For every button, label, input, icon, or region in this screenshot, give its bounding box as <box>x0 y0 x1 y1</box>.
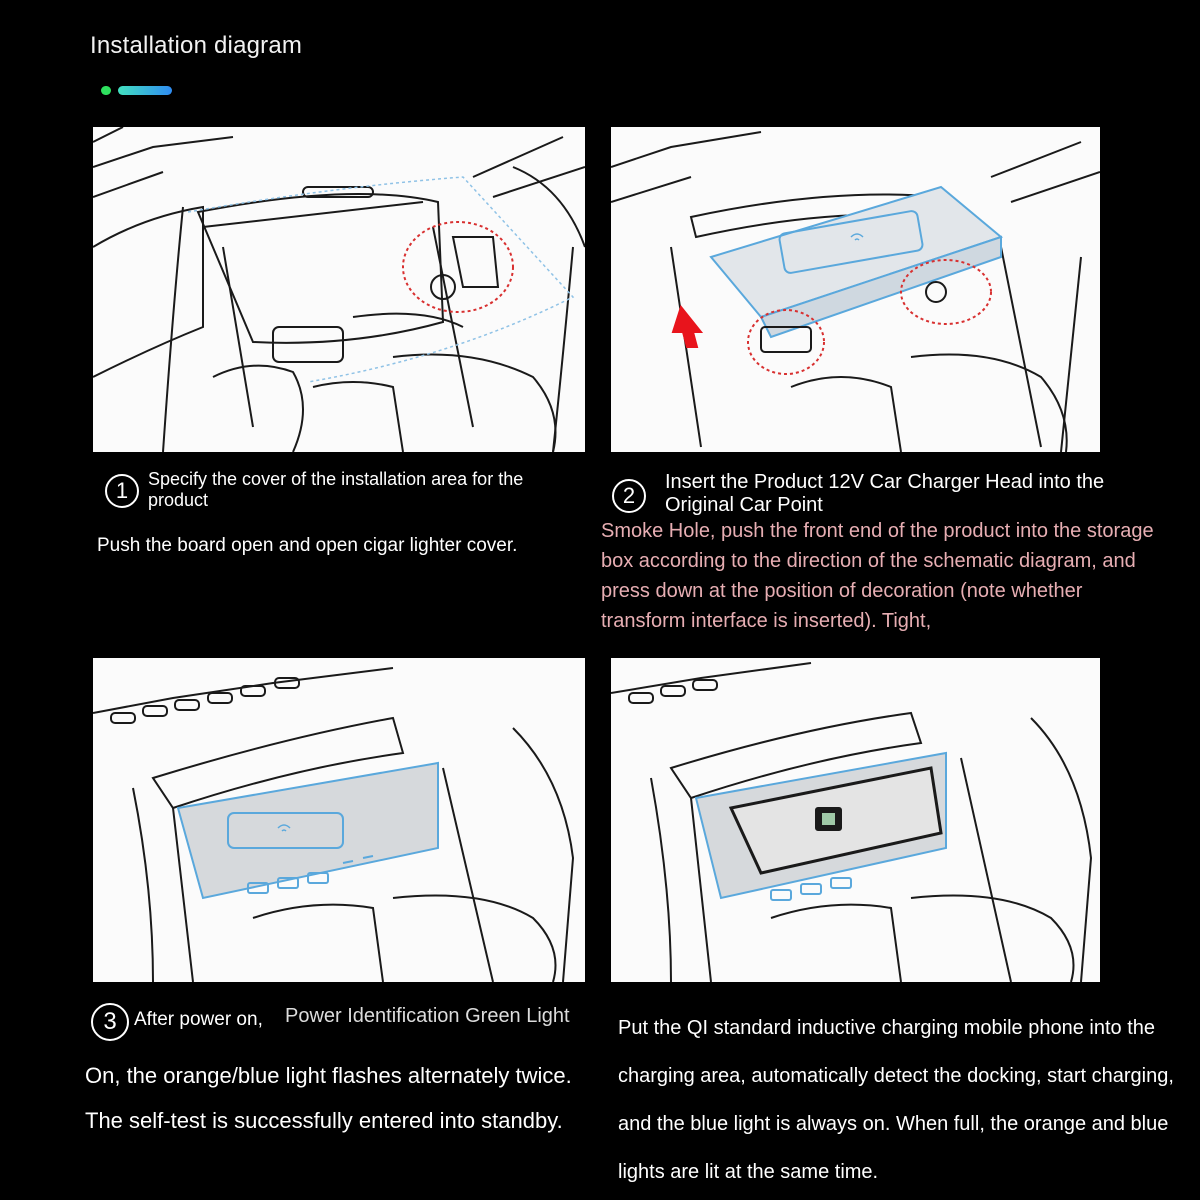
step-2-diagram <box>611 127 1100 452</box>
accent-dot <box>101 86 111 95</box>
step-2-body: Smoke Hole, push the front end of the product into the storage box according to the direction of the schematic diagram, and press down at the position of decoration (note whether transform interface is inserted). Tight, <box>601 520 1154 632</box>
accent-bar <box>118 86 172 95</box>
step-3-subtitle-a: After power on, <box>134 1009 263 1030</box>
step-3-subtitle-b: Power Identification Green Light <box>285 1005 570 1027</box>
insert-direction-arrow-icon <box>673 307 701 347</box>
step-3-diagram <box>93 658 585 982</box>
step-1-subtitle: Specify the cover of the installation area for the product <box>148 469 524 510</box>
circled-number-1-icon: 1 <box>105 474 139 508</box>
step-4-body: Put the QI standard inductive charging mobile phone into the charging area, automatically detect the docking, start charging, and the blue light is always on. When full, the orange and blue lights are lit at the same time. <box>618 1017 1174 1183</box>
circled-number-3-icon: 3 <box>91 1003 129 1041</box>
step-2-subtitle: Insert the Product 12V Car Charger Head into the Original Car Point <box>665 471 1105 516</box>
step-1-body: Push the board open and open cigar lighter cover. <box>97 535 518 556</box>
step-1-diagram <box>93 127 585 452</box>
step-3-body: On, the orange/blue light flashes alternately twice. The self-test is successfully entered into standby. <box>85 1063 572 1133</box>
page-title: Installation diagram <box>90 32 303 59</box>
step-4-diagram <box>611 658 1100 982</box>
circled-number-2-icon: 2 <box>612 479 646 513</box>
